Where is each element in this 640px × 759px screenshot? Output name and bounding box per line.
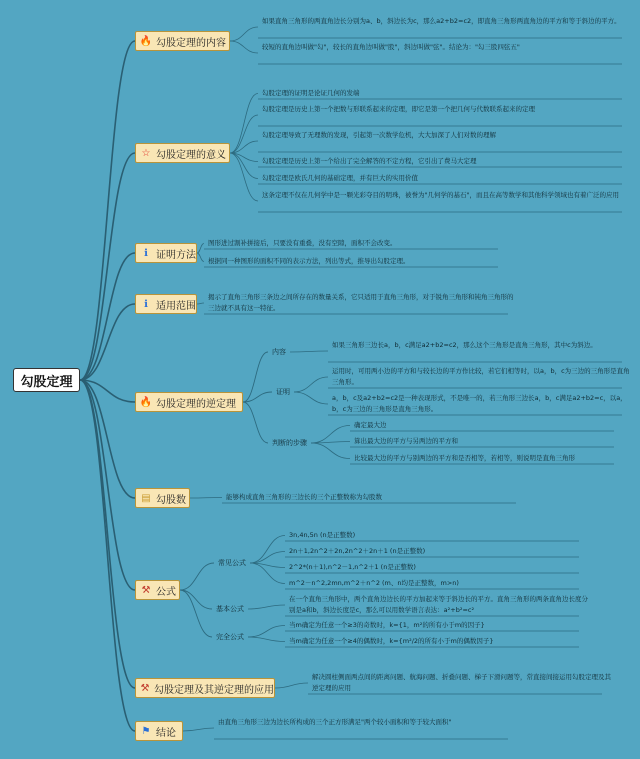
topic-label: 勾股定理的逆定理	[156, 398, 236, 410]
leaf-text: 这条定理不仅在几何学中是一颗光彩夺目的明珠，被誉为"几何学的基石"，而且在高等数学和其他科学领域也有着广泛的应用	[262, 191, 619, 199]
topic-label: 勾股定理及其逆定理的应用	[154, 684, 274, 696]
leaf-text: 较短的直角边叫做"勾"，较长的直角边叫做"股"，斜边叫做"弦"。结论为："勾三股四弦五"	[262, 43, 520, 51]
topic-node-5	[135, 392, 243, 412]
leaf-text: 当m确定为任意一个≥4的偶数时，k={m²/2的所有小于m的偶数因子}	[289, 637, 494, 645]
topic-node-7	[135, 580, 180, 600]
topic-node-6	[135, 488, 190, 508]
topic-node-9	[135, 721, 183, 741]
fire-icon: 🔥	[139, 35, 153, 47]
topic-label: 勾股定理的意义	[156, 149, 226, 161]
leaf-text: a，b，c及a2+b2=c2是一种表现形式，不是唯一的，若三角形三边长a，b，c满足a2+b2=c，以a，b，c为三边的三角形是直角三角形。	[332, 394, 627, 413]
leaf-text: 确定最大边	[354, 421, 387, 429]
tools-icon: ⚒	[141, 584, 151, 596]
topic-label: 勾股数	[156, 494, 186, 506]
leaf-text: 勾股定理是欧氏几何的基础定理，并有巨大的实用价值	[262, 174, 418, 182]
leaf-text: 运用时，可用两小边的平方和与较长边的平方作比较，若它们相等时，以a，b，c为三边的三角形是直角三角形。	[332, 367, 630, 386]
tools-icon: ⚒	[140, 682, 150, 694]
subtopic-label: 基本公式	[216, 605, 244, 613]
root-topic: 勾股定理	[13, 368, 80, 392]
document-icon: ▤	[141, 492, 151, 504]
subtopic-label: 内容	[272, 348, 286, 356]
leaf-text: 由直角三角形三边为边长所构成的三个正方形满足"两个较小面积和等于较大面积"	[218, 718, 452, 726]
leaf-text: 算出最大边的平方与另两边的平方和	[354, 437, 458, 445]
topic-node-8	[135, 678, 275, 698]
leaf-text: 2^2*(n＋1),n^2－1,n^2＋1 (n是正整数)	[289, 563, 416, 571]
topic-node-3	[135, 243, 197, 263]
leaf-text: 解决圆柱侧面两点间的距离问题、航海问题、折叠问题、梯子下滑问题等，常直接间接运用勾股定理及其逆定理的应用	[312, 673, 611, 692]
leaf-text: 比较最大边的平方与别两边的平方和是否相等，若相等，则说明是直角三角形	[354, 454, 575, 462]
topic-label: 公式	[156, 586, 176, 598]
leaf-text: 3n,4n,5n (n是正整数)	[289, 531, 356, 539]
info-icon: ℹ	[144, 247, 148, 259]
topic-node-1	[135, 31, 230, 51]
flag-icon: ⚑	[141, 725, 151, 737]
leaf-text: 如果三角形三边长a，b，c满足a2+b2=c2，那么这个三角形是直角三角形，其中c为斜边。	[332, 341, 597, 349]
leaf-text: 勾股定理导致了无理数的发现，引起第一次数学危机，大大加深了人们对数的理解	[262, 131, 496, 139]
leaf-text: 在一个直角三角形中，两个直角边边长的平方加起来等于斜边长的平方。直角三角形的两条直角边长度分别是a和b，斜边长度是c，那么可以用数学语言表达：a²+b²=c²	[289, 595, 588, 614]
topic-label: 勾股定理的内容	[156, 37, 226, 49]
leaf-text: 勾股定理是历史上第一个给出了完全解答的不定方程，它引出了费马大定理	[262, 157, 477, 165]
leaf-text: 揭示了直角三角形三条边之间所存在的数量关系，它只适用于直角三角形，对于锐角三角形和钝角三角形的三边就不具有这一特征。	[208, 293, 514, 312]
subtopic-label: 常见公式	[218, 559, 246, 567]
leaf-text: 2n＋1,2n^2＋2n,2n^2＋2n＋1 (n是正整数)	[289, 547, 426, 555]
star-icon: ☆	[141, 147, 151, 159]
topic-label: 结论	[156, 727, 176, 739]
leaf-text: m^2－n^2,2mn,m^2＋n^2 (m、n均是正整数，m>n)	[289, 579, 459, 587]
subtopic-label: 完全公式	[216, 633, 244, 641]
leaf-text: 根据同一种图形的面积不同的表示方法，列出等式，推导出勾股定理。	[208, 257, 410, 265]
info-icon: ℹ	[144, 298, 148, 310]
subtopic-label: 判断的步骤	[272, 439, 307, 447]
topic-node-4	[135, 294, 197, 314]
leaf-text: 图形进过割补拼接后，只要没有重叠，没有空隙，面积不会改变。	[208, 239, 397, 247]
leaf-text: 能够构成直角三角形的三边长的三个正整数称为勾股数	[226, 493, 382, 501]
leaf-text: 当m确定为任意一个≥3的奇数时，k={1，m²的所有小于m的因子}	[289, 621, 485, 629]
subtopic-label: 证明	[276, 388, 290, 396]
leaf-text: 勾股定理是历史上第一个把数与形联系起来的定理，即它是第一个把几何与代数联系起来的定理	[262, 105, 535, 113]
fire-icon: 🔥	[139, 396, 153, 408]
topic-label: 适用范围	[156, 300, 196, 312]
topic-node-2	[135, 143, 230, 163]
topic-label: 证明方法	[156, 249, 196, 261]
leaf-text: 如果直角三角形的两直角边长分别为a、b，斜边长为c，那么a2+b2=c2，即直角三角形两直角边的平方和等于斜边的平方。	[262, 17, 621, 25]
leaf-text: 勾股定理的证明是论证几何的发端	[262, 89, 360, 97]
